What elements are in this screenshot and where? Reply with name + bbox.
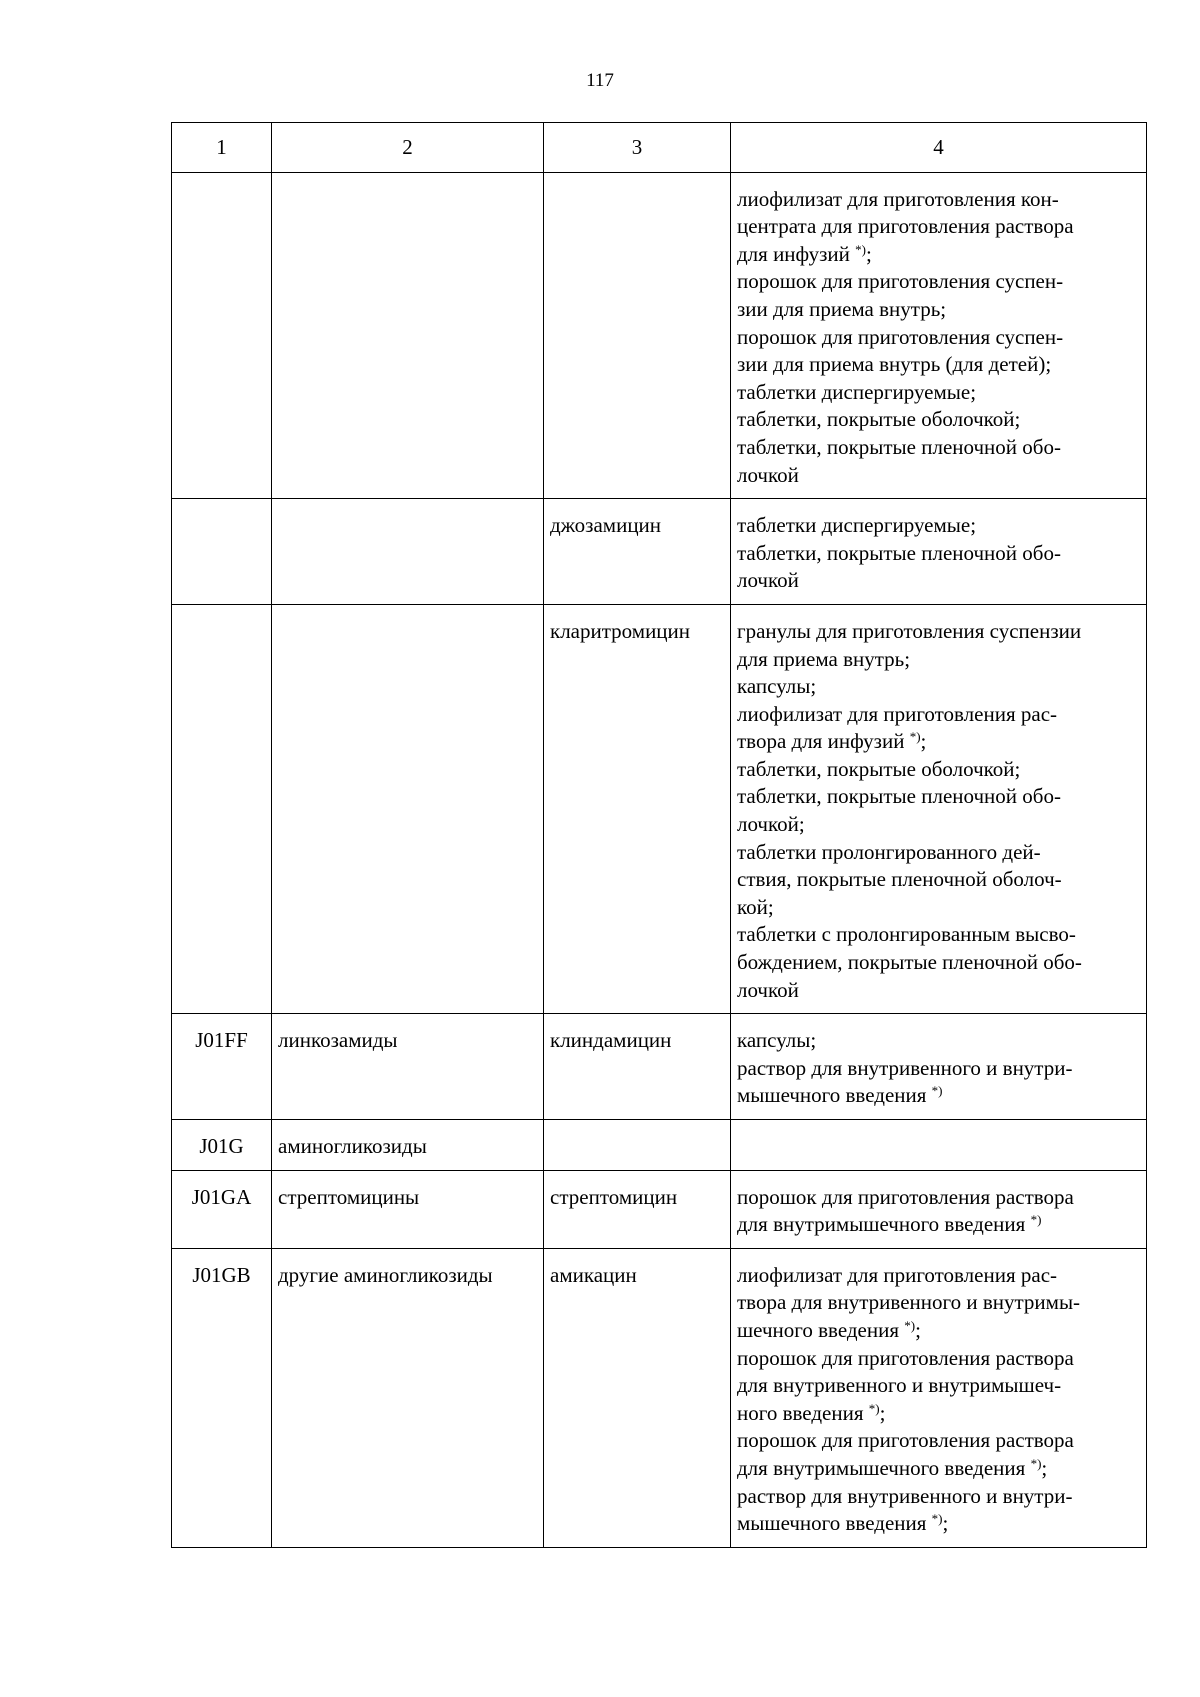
dosage-forms-cell: [731, 604, 1147, 1013]
atc-code-cell: J01GB: [172, 1248, 272, 1547]
dosage-form-line: [737, 241, 1140, 269]
group-name-cell: [272, 499, 544, 605]
header-row: [172, 123, 1147, 173]
dosage-form-line: [737, 728, 1140, 756]
footnote-marker: *): [909, 729, 921, 745]
dosage-form-text: таблетки пролонгированного дей-: [737, 839, 1041, 864]
dosage-form-text: для внутривенного и внутримышеч-: [737, 1373, 1062, 1398]
dosage-form-text: для внутримышечного введения: [737, 1455, 1031, 1480]
dosage-form-line: [737, 462, 1140, 490]
dosage-form-text: таблетки, покрытые оболочкой;: [737, 407, 1021, 432]
dosage-form-text: раствор для внутривенного и внутри-: [737, 1483, 1073, 1508]
dosage-form-line: [737, 1345, 1140, 1373]
dosage-form-line: [737, 1427, 1140, 1455]
footnote-marker: *): [1030, 1212, 1042, 1228]
group-name-cell: другие аминогликозиды: [272, 1248, 544, 1547]
dosage-form-line: [737, 1027, 1140, 1055]
dosage-form-text: мышечного введения: [737, 1083, 932, 1108]
punctuation: ;: [920, 729, 927, 754]
dosage-form-line: [737, 406, 1140, 434]
dosage-form-line: [737, 646, 1140, 674]
dosage-form-text: для приема внутрь;: [737, 646, 911, 671]
dosage-form-text: порошок для приготовления суспен-: [737, 269, 1064, 294]
dosage-form-text: таблетки, покрытые пленочной обо-: [737, 784, 1061, 809]
dosage-form-text: для инфузий: [737, 241, 856, 266]
dosage-form-line: [737, 1483, 1140, 1511]
dosage-forms-cell: [731, 1120, 1147, 1171]
table-body: [172, 172, 1147, 1547]
dosage-form-text: лочкой;: [737, 812, 805, 837]
group-name-cell: [272, 172, 544, 499]
footnote-marker: *): [931, 1083, 943, 1099]
table-row: [172, 1248, 1147, 1547]
dosage-form-text: лочкой: [737, 977, 799, 1002]
header-col-2: 2: [272, 123, 544, 173]
dosage-form-text: таблетки с пролонгированным высво-: [737, 922, 1076, 947]
dosage-form-text: таблетки диспергируемые;: [737, 379, 977, 404]
footnote-marker: *): [1030, 1455, 1042, 1471]
dosage-form-line: [737, 1510, 1140, 1538]
dosage-form-text: капсулы;: [737, 1028, 817, 1053]
dosage-form-line: [737, 894, 1140, 922]
dosage-form-text: ного введения: [737, 1400, 869, 1425]
dosage-form-text: ствия, покрытые пленочной оболоч-: [737, 867, 1062, 892]
dosage-form-text: центрата для приготовления раствора: [737, 214, 1074, 239]
punctuation: ;: [866, 241, 872, 266]
dosage-form-text: зии для приема внутрь;: [737, 296, 947, 321]
dosage-form-line: [737, 1289, 1140, 1317]
punctuation: ;: [1041, 1455, 1048, 1480]
dosage-form-line: [737, 213, 1140, 241]
dosage-form-line: [737, 268, 1140, 296]
footnote-marker: *): [904, 1317, 916, 1333]
dosage-form-text: таблетки диспергируемые;: [737, 513, 977, 538]
dosage-form-line: [737, 866, 1140, 894]
dosage-form-text: порошок для приготовления раствора: [737, 1184, 1074, 1209]
dosage-form-text: лиофилизат для приготовления рас-: [737, 701, 1058, 726]
atc-code-cell: [172, 604, 272, 1013]
table-row: [172, 1014, 1147, 1120]
dosage-form-line: [737, 783, 1140, 811]
dosage-form-line: [737, 977, 1140, 1005]
dosage-form-line: [737, 618, 1140, 646]
atc-code-cell: J01FF: [172, 1014, 272, 1120]
atc-code-cell: [172, 172, 272, 499]
dosage-form-line: [737, 1262, 1140, 1290]
dosage-form-text: лочкой: [737, 462, 799, 487]
drug-name-cell: [544, 172, 731, 499]
dosage-form-line: [737, 1055, 1140, 1083]
dosage-form-line: [737, 512, 1140, 540]
dosage-form-text: твора для внутривенного и внутримы-: [737, 1290, 1081, 1315]
dosage-form-line: [737, 186, 1140, 214]
dosage-form-text: твора для инфузий: [737, 729, 910, 754]
dosage-form-text: порошок для приготовления суспен-: [737, 324, 1064, 349]
dosage-form-text: таблетки, покрытые пленочной обо-: [737, 540, 1061, 565]
dosage-form-text: шечного введения: [737, 1317, 905, 1342]
dosage-form-text: порошок для приготовления раствора: [737, 1428, 1074, 1453]
dosage-forms-cell: [731, 1248, 1147, 1547]
dosage-form-line: [737, 839, 1140, 867]
dosage-form-line: [737, 1400, 1140, 1428]
punctuation: ;: [942, 1511, 949, 1536]
dosage-forms-cell: [731, 172, 1147, 499]
dosage-form-text: раствор для внутривенного и внутри-: [737, 1055, 1073, 1080]
dosage-form-text: таблетки, покрытые пленочной обо-: [737, 434, 1061, 459]
dosage-form-text: зии для приема внутрь (для детей);: [737, 352, 1052, 377]
dosage-form-line: [737, 1317, 1140, 1345]
drug-table: [171, 122, 1147, 1548]
dosage-form-line: [737, 1184, 1140, 1212]
drug-name-cell: джозамицин: [544, 499, 731, 605]
atc-code-cell: [172, 499, 272, 605]
dosage-form-line: [737, 949, 1140, 977]
dosage-forms-cell: [731, 499, 1147, 605]
footnote-marker: *): [868, 1400, 880, 1416]
dosage-form-line: [737, 351, 1140, 379]
atc-code-cell: J01G: [172, 1120, 272, 1171]
dosage-form-line: [737, 296, 1140, 324]
page-number: 117: [586, 70, 614, 91]
footnote-marker: *): [855, 241, 866, 257]
dosage-form-text: для внутримышечного введения: [737, 1212, 1031, 1237]
header-col-1: 1: [172, 123, 272, 173]
drug-name-cell: амикацин: [544, 1248, 731, 1547]
dosage-form-line: [737, 379, 1140, 407]
dosage-forms-cell: [731, 1170, 1147, 1248]
dosage-form-line: [737, 1082, 1140, 1110]
dosage-form-text: кой;: [737, 894, 774, 919]
dosage-form-line: [737, 921, 1140, 949]
group-name-cell: аминогликозиды: [272, 1120, 544, 1171]
group-name-cell: линкозамиды: [272, 1014, 544, 1120]
dosage-form-line: [737, 324, 1140, 352]
dosage-form-line: [737, 1211, 1140, 1239]
group-name-cell: [272, 604, 544, 1013]
dosage-form-line: [737, 1372, 1140, 1400]
drug-name-cell: кларитромицин: [544, 604, 731, 1013]
table-row: [172, 499, 1147, 605]
dosage-form-text: мышечного введения: [737, 1511, 932, 1536]
dosage-form-line: [737, 673, 1140, 701]
footnote-marker: *): [931, 1511, 943, 1527]
drug-name-cell: [544, 1120, 731, 1171]
dosage-form-text: таблетки, покрытые оболочкой;: [737, 756, 1021, 781]
punctuation: ;: [879, 1400, 886, 1425]
table-row: [172, 604, 1147, 1013]
drug-name-cell: клиндамицин: [544, 1014, 731, 1120]
dosage-form-line: [737, 811, 1140, 839]
dosage-form-line: [737, 567, 1140, 595]
header-col-4: 4: [731, 123, 1147, 173]
dosage-form-line: [737, 540, 1140, 568]
dosage-form-line: [737, 701, 1140, 729]
table-row: [172, 1120, 1147, 1171]
header-col-3: 3: [544, 123, 731, 173]
punctuation: ;: [915, 1317, 921, 1342]
dosage-form-line: [737, 434, 1140, 462]
dosage-forms-cell: [731, 1014, 1147, 1120]
dosage-form-line: [737, 756, 1140, 784]
dosage-form-text: лиофилизат для приготовления рас-: [737, 1262, 1058, 1287]
drug-name-cell: стрептомицин: [544, 1170, 731, 1248]
table-row: [172, 172, 1147, 499]
dosage-form-line: [737, 1455, 1140, 1483]
atc-code-cell: J01GA: [172, 1170, 272, 1248]
group-name-cell: стрептомицины: [272, 1170, 544, 1248]
dosage-form-text: бождением, покрытые пленочной обо-: [737, 950, 1082, 975]
dosage-form-text: лочкой: [737, 568, 799, 593]
dosage-form-text: лиофилизат для приготовления кон-: [737, 186, 1059, 211]
dosage-form-text: гранулы для приготовления суспензии: [737, 618, 1082, 643]
dosage-form-text: порошок для приготовления раствора: [737, 1345, 1074, 1370]
dosage-form-text: капсулы;: [737, 674, 817, 699]
table-row: [172, 1170, 1147, 1248]
